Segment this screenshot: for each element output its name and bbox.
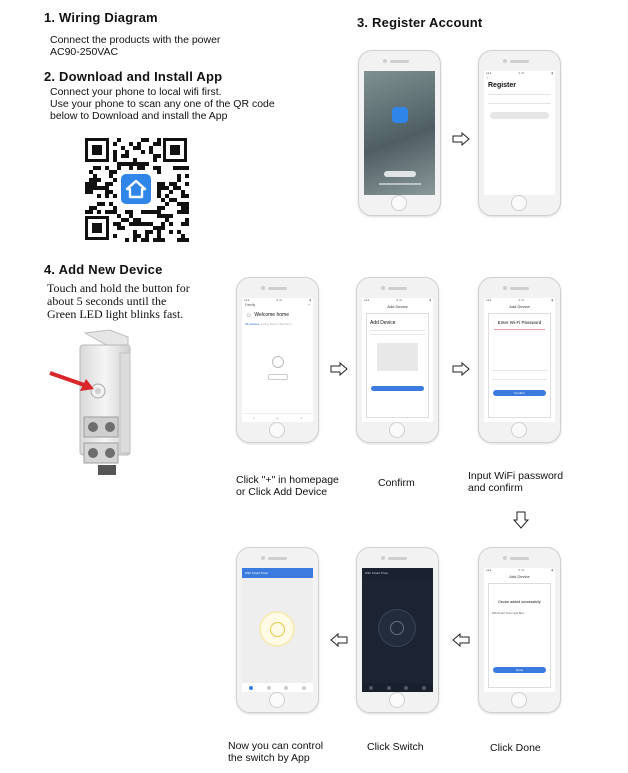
get-code-button[interactable]: [490, 112, 549, 119]
device-name: Wifi Smart Timer and Met...: [492, 611, 526, 615]
phone-wifi: ●●● 9:41 ▮ Add Device Enter Wi-Fi Password Confirm: [478, 277, 561, 443]
timer-tab-icon[interactable]: [267, 686, 271, 690]
device-image: [377, 343, 418, 371]
din-rail-switch-illustration: [40, 325, 150, 485]
add-device-button[interactable]: [268, 374, 288, 380]
caption-now-control-line2: the switch by App: [228, 752, 310, 764]
step2-text-line3: below to Download and install the App: [50, 110, 228, 122]
phone-register: ●●● 9:41 ▮ ‹ Register: [478, 50, 561, 216]
switch-tab-icon[interactable]: [369, 686, 373, 690]
step4-text-line3: Green LED light blinks fast.: [47, 307, 184, 321]
caption-input-wifi-line2: and confirm: [468, 482, 523, 494]
wifi-ssid-field[interactable]: [492, 370, 547, 371]
step4-text-line2: about 5 seconds until the: [47, 294, 167, 308]
step4-text-line1: Touch and hold the button for: [47, 281, 190, 295]
sun-icon: ☼: [245, 310, 253, 319]
tab-me-icon[interactable]: ●: [300, 416, 303, 420]
switch-tab-icon[interactable]: [249, 686, 253, 690]
step2-text-line2: Use your phone to scan any one of the QR code: [50, 98, 275, 110]
schedule-tab-icon[interactable]: [404, 686, 408, 690]
app-logo-icon: [392, 107, 408, 123]
caption-now-control-line1: Now you can control: [228, 740, 324, 752]
phone-home: ●●● 9:41 ▮ Family + ☼ Welcome home All devices Living Room Bedroom ⌂ ◎ ●: [236, 277, 319, 443]
schedule-tab-icon[interactable]: [284, 686, 288, 690]
step1-title: 1. Wiring Diagram: [44, 10, 158, 25]
step3-title: 3. Register Account: [357, 15, 483, 30]
power-button-off[interactable]: [379, 610, 415, 646]
arrow-right-icon: [330, 362, 348, 376]
enter-wifi-heading: Enter Wi-Fi Password: [497, 320, 542, 325]
qr-code-image: [83, 136, 189, 242]
phone-splash: [358, 50, 441, 216]
add-plus-icon[interactable]: +: [307, 303, 310, 307]
phone-add-device: ●●● 9:41 ▮ Add Device Add Device: [356, 277, 439, 443]
step2-title: 2. Download and Install App: [44, 69, 223, 84]
arrow-down-icon: [513, 511, 529, 529]
caption-click-switch: Click Switch: [367, 741, 424, 753]
register-pill[interactable]: [384, 171, 416, 177]
phone-control-on: [236, 547, 319, 713]
caption-click-plus-line2: or Click Add Device: [236, 486, 328, 498]
wifi-password-field[interactable]: [492, 379, 547, 380]
caption-click-plus-line1: Click "+" in homepage: [236, 474, 339, 486]
qr-code[interactable]: [83, 136, 189, 242]
welcome-home-text: Welcome home: [254, 311, 289, 318]
empty-device-icon: [272, 356, 284, 368]
switch-header-dark: WiFi Smart Timer: [362, 568, 433, 578]
arrow-left-icon: [452, 633, 470, 647]
phone-device-added: ●●● 9:41 ▮ Add Device Device added successfully Wifi Smart Timer and Met... Done: [478, 547, 561, 713]
more-tab-icon[interactable]: [302, 686, 306, 690]
step2-text-line1: Connect your phone to local wifi first.: [50, 86, 222, 98]
tab-scene-icon[interactable]: ◎: [276, 416, 279, 420]
caption-confirm: Confirm: [378, 477, 415, 489]
arrow-right-icon: [452, 362, 470, 376]
wifi-confirm-button[interactable]: Confirm: [493, 390, 546, 396]
arrow-right-icon: [452, 132, 470, 146]
more-tab-icon[interactable]: [422, 686, 426, 690]
switch-header: WiFi Smart Timer: [242, 568, 313, 578]
caption-input-wifi-line1: Input WiFi password: [468, 470, 564, 482]
power-button-on[interactable]: [261, 613, 293, 645]
arrow-left-icon: [330, 633, 348, 647]
step1-text-line1: Connect the products with the power: [50, 34, 221, 46]
confirm-indicator-button[interactable]: [371, 386, 424, 391]
step4-title: 4. Add New Device: [44, 262, 163, 277]
add-device-heading: Add Device: [370, 320, 396, 326]
done-button[interactable]: Done: [493, 667, 546, 673]
tab-home-icon[interactable]: ⌂: [252, 416, 255, 420]
timer-tab-icon[interactable]: [387, 686, 391, 690]
device-added-heading: Device added successfully: [498, 600, 541, 604]
step1-text-line2: AC90-250VAC: [50, 46, 119, 58]
register-heading: Register: [488, 82, 517, 89]
phone-control-off: [356, 547, 439, 713]
caption-click-done: Click Done: [490, 742, 541, 754]
